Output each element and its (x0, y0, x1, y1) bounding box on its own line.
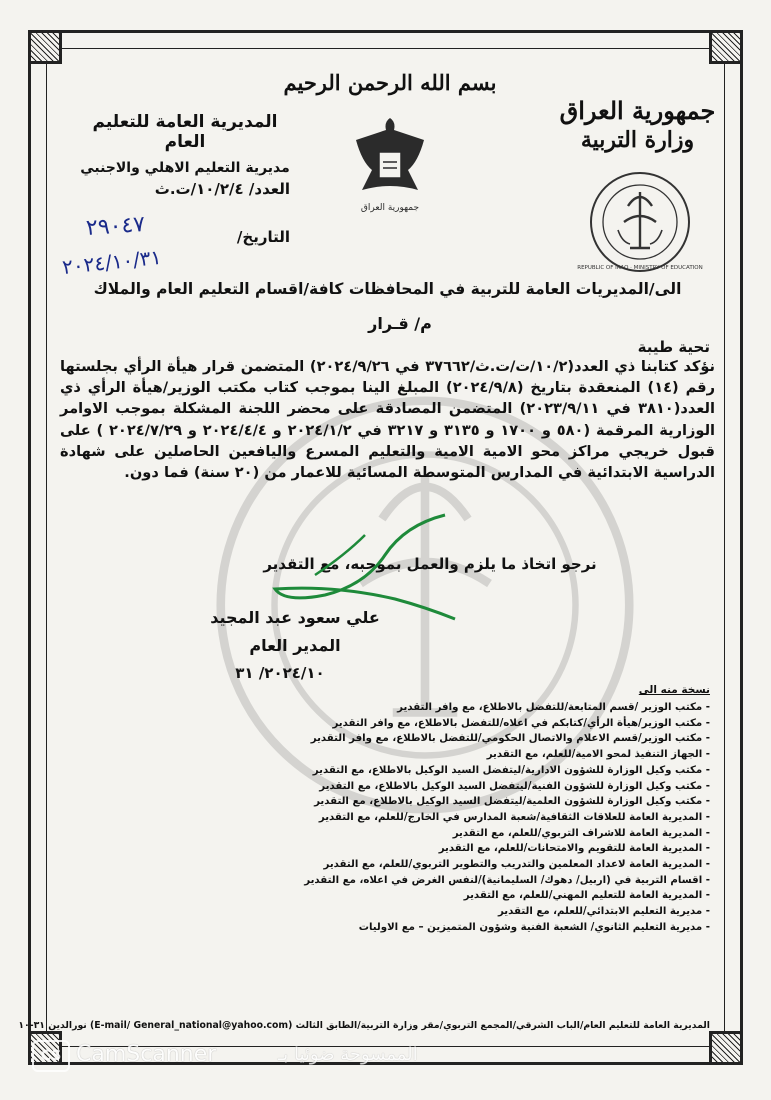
camscanner-brand: CamScanner (76, 1042, 217, 1067)
list-item: - مديرية التعليم الثانوي/ الشعبة الفنية وشؤون المتميزين – مع الاوليات (230, 920, 710, 936)
footer-address: المديرية العامة للتعليم العام/الباب الشرقي/المجمع التربوي/مقر وزارة التربية/الطابق الثالث (E-mail/ General_national@yahoo.com) نورالدين ٣١-١٠ (18, 1020, 710, 1031)
ministry-name: وزارة التربية (580, 127, 695, 153)
list-item: - مكتب الوزير/قسم الاعلام والاتصال الحكومي/للتفضل بالاطلاع، مع وافر التقدير (230, 731, 710, 747)
border-corner-ornament (709, 1031, 743, 1065)
list-item: - المديرية العامة للتقويم والامتحانات/للعلم، مع التقدير (230, 841, 710, 857)
handwritten-number: ٢٩٠٤٧ (85, 211, 146, 242)
directorate-name: المديرية العامة للتعليم العام (92, 112, 278, 152)
list-item: - المديرية العامة للاشراف التربوي/للعلم، مع التقدير (230, 826, 710, 842)
subject-line: م/ قـرار (368, 314, 432, 333)
list-item: - مكتب الوزير /قسم المتابعة/للتفضل بالاطلاع، مع وافر التقدير (230, 700, 710, 716)
ministry-seal-icon (577, 170, 703, 274)
list-item: - مكتب الوزير/هيأة الرأي/كتابكم في اعلاه/للتفضل بالاطلاع، مع وافر التقدير (230, 716, 710, 732)
basmala-heading: بسم الله الرحمن الرحيم (283, 70, 497, 95)
seal-text: REPUBLIC OF IRAQ · MINISTRY OF EDUCATION (577, 265, 703, 271)
camscanner-arabic-caption: الممسوحة ضوئيا بـ (278, 1044, 418, 1065)
greeting: تحية طيبة (637, 338, 710, 356)
list-item: - المديرية العامة للتعليم المهني/للعلم، مع التقدير (230, 888, 710, 904)
reference-number: العدد/ ١٠/٢/٤/ت.ث (154, 180, 290, 198)
country-name: جمهورية العراق (559, 96, 716, 125)
border-corner-ornament (709, 30, 743, 64)
recipient-line: الى/المديريات العامة للتربية في المحافظات كافة/اقسام التعليم العام والملاك (93, 280, 682, 298)
sub-directorate-name: مديرية التعليم الاهلي والاجنبي (80, 160, 290, 176)
signature-date: ٢٠٢٤/١٠/ ٣١ (235, 664, 325, 682)
list-item: - مكتب وكيل الوزارة للشؤون الفنية/ليتفضل السيد الوكيل بالاطلاع، مع التقدير (230, 779, 710, 795)
border-corner-ornament (28, 30, 62, 64)
camscanner-watermark (28, 1040, 498, 1070)
iraq-eagle-emblem-icon (345, 110, 435, 220)
copies-list (230, 700, 710, 936)
copies-heading: نسخة منه الى (638, 684, 710, 696)
closing-line: نرجو اتخاذ ما يلزم والعمل بموجبه، مع التقدير (263, 555, 597, 573)
list-item: - مكتب وكيل الوزارة للشؤون العلمية/ليتفضل السيد الوكيل بالاطلاع، مع التقدير (230, 794, 710, 810)
ministry-header (545, 96, 730, 153)
handwritten-date: ٢٠٢٤/١٠/٣١ (61, 244, 163, 280)
emblem-caption: جمهورية العراق (360, 203, 420, 213)
list-item: - مديرية التعليم الابتدائي/للعلم، مع التقدير (230, 904, 710, 920)
list-item: - المديرية العامة لاعداد المعلمين والتدريب والتطوير التربوي/للعلم، مع التقدير (230, 857, 710, 873)
signatory-title: المدير العام (249, 636, 341, 655)
list-item: - الجهاز التنفيذ لمحو الامية/للعلم، مع التقدير (230, 747, 710, 763)
directorate-header (70, 112, 300, 176)
list-item: - اقسام التربية في (اربيل/ دهوك/ السليمانية)/لنفس الغرض في اعلاه، مع التقدير (230, 873, 710, 889)
camscanner-logo-icon: CS (32, 1040, 70, 1072)
list-item: - المديرية العامة للعلاقات الثقافية/شعبة المدارس في الخارج/للعلم، مع التقدير (230, 810, 710, 826)
reference-date-label: التاريخ/ (236, 228, 290, 246)
letter-body: نؤكد كتابنا ذي العدد(١٠/٢/ت/ت.ث/٣٧٦٦٢ في ٢٠٢٤/٩/٢٦) المتضمن قرار هيأة الرأي بجلستها رقم (١٤) المنعقدة بتاريخ (٢٠٢٤/٩/٨) المبلغ الينا بموجب كتاب مكتب الوزير/هيأة الرأي ذي العدد(٣٨١٠ في ٢٠٢٣/٩/١١) المتضمن المصادقة على محضر اللجنة المشكلة بموجب الاوامر الوزارية المرقمة (٥٨٠ و ١٧٠٠ و ٣١٣٥ و ٣٢١٧ في ٢٠٢٤/١/٢ و ٢٠٢٤/٤/٤ و ٢٠٢٤/٧/٢٩ ) على قبول خريجي مراكز محو الامية الامية والتعليم المسرع واليافعين الحاصلين على شهادة الدراسية الابتدائية في المدارس المتوسطة المسائية للاعمار من (٢٠ سنة) فما دون. (60, 358, 716, 482)
list-item: - مكتب وكيل الوزارة للشؤون الادارية/ليتفضل السيد الوكيل بالاطلاع، مع التقدير (230, 763, 710, 779)
signatory-name: علي سعود عبد المجيد (210, 608, 380, 627)
